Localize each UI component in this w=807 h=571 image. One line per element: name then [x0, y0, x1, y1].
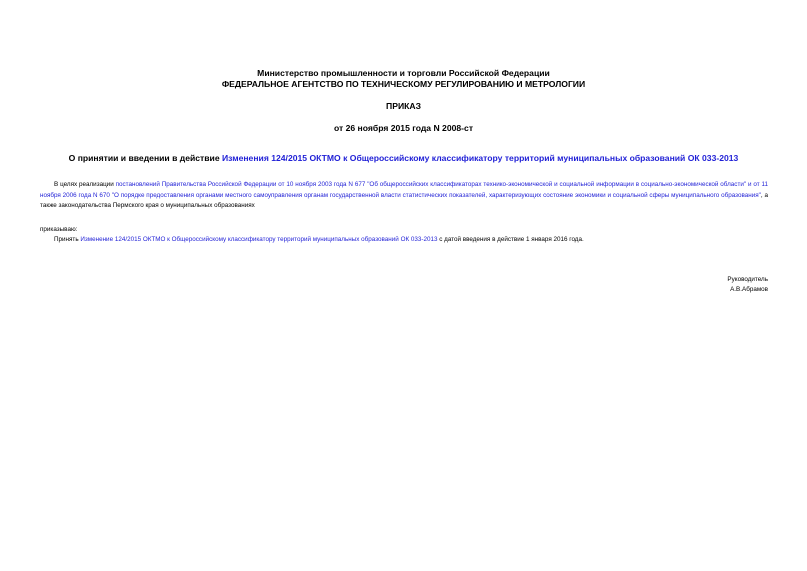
- preamble-suffix: , а также законодательства Пермского края о муниципальных образованиях: [40, 191, 768, 209]
- agency-name: ФЕДЕРАЛЬНОЕ АГЕНТСТВО ПО ТЕХНИЧЕСКОМУ РЕГУЛИРОВАНИЮ И МЕТРОЛОГИИ: [221, 79, 586, 89]
- amendment-link[interactable]: Изменение 124/2015 ОКТМО к Общероссийскому классификатору территорий муниципальных образований ОК 033-2013: [80, 236, 438, 243]
- order-item-suffix: с датой введения в действие 1 января 2016 года.: [437, 236, 584, 243]
- document-date-number: от 26 ноября 2015 года N 2008-ст: [333, 123, 474, 133]
- preamble-prefix: В целях реализации: [54, 181, 116, 188]
- government-decrees-link[interactable]: постановлений Правительства Российской Федерации от 10 ноября 2003 года N 677 "Об общероссийских классификаторах технико-экономической и социальной информации в социально-экономической области" и от 11 ноября 2006 года N 670 "О порядке предоставления органами местного самоуправления органам государственной власти статистических показателей, характеризующих состояние экономики и социальной сферы муниципального образования": [40, 181, 768, 199]
- order-item: [54, 235, 584, 246]
- signatory-name: А.В.Абрамов: [730, 286, 768, 293]
- document-title: [0, 153, 807, 164]
- preamble-paragraph: [40, 180, 768, 212]
- order-item-prefix: Принять: [54, 236, 81, 243]
- title-link[interactable]: Изменения 124/2015 ОКТМО к Общероссийскому классификатору территорий муниципальных образований ОК 033-2013: [222, 153, 739, 163]
- signatory-position: Руководитель: [727, 276, 768, 283]
- title-prefix: О принятии и введении в действие: [68, 153, 222, 163]
- orders-label: приказываю:: [40, 226, 78, 233]
- document-type: ПРИКАЗ: [386, 101, 421, 111]
- ministry-name: Министерство промышленности и торговли Российской Федерации: [257, 68, 550, 78]
